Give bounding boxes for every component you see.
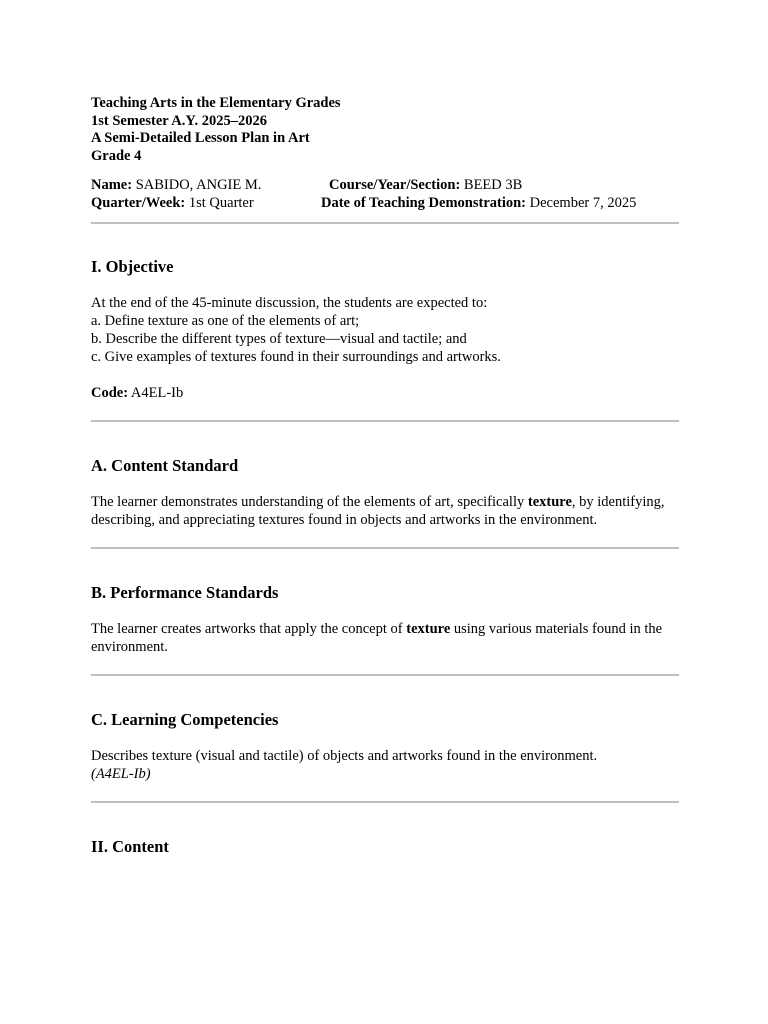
meta-row-2 <box>91 194 679 212</box>
performance-standards-title: B. Performance Standards <box>91 583 279 602</box>
objective-item-b: b. Describe the different types of texture—visual and tactile; and <box>91 331 467 347</box>
date-field <box>321 194 636 212</box>
quarter-field <box>91 194 254 212</box>
content-standard-title: A. Content Standard <box>91 456 239 475</box>
quarter-value: 1st Quarter <box>185 195 254 211</box>
objective-item-a: a. Define texture as one of the elements of art; <box>91 313 360 329</box>
learning-competencies-body <box>91 747 679 783</box>
meta-row-1 <box>91 176 679 194</box>
grade-line: Grade 4 <box>91 147 142 164</box>
objective-intro: At the end of the 45-minute discussion, the students are expected to: <box>91 295 488 311</box>
performance-standards-text-part: The learner creates artworks that apply the concept of <box>91 621 407 637</box>
divider <box>91 222 679 224</box>
divider <box>91 801 679 803</box>
lesson-plan-document <box>91 94 679 857</box>
course-title: Teaching Arts in the Elementary Grades <box>91 95 341 111</box>
name-label: Name: <box>91 177 133 193</box>
code-label: Code: <box>91 385 129 401</box>
plan-type-line: A Semi-Detailed Lesson Plan in Art <box>91 130 310 146</box>
name-value: SABIDO, ANGIE M. <box>132 177 262 193</box>
date-value: December 7, 2025 <box>526 195 637 211</box>
divider <box>91 547 679 549</box>
performance-standards-text <box>91 620 679 656</box>
semester-line: 1st Semester A.Y. 2025–2026 <box>91 112 268 129</box>
learning-competencies-text: Describes texture (visual and tactile) of objects and artworks found in the environment. <box>91 748 598 764</box>
content-standard-keyword: texture <box>527 494 572 510</box>
document-meta <box>91 176 679 212</box>
content-standard-text-part: , by identifying, describing, and appreciating textures found in objects and artworks in the environment. <box>91 494 665 528</box>
name-field <box>91 176 261 194</box>
content-title: II. Content <box>91 837 169 856</box>
quarter-label: Quarter/Week: <box>91 195 186 211</box>
performance-standards-text-part: using various materials found in the environment. <box>91 621 663 655</box>
learning-competencies-code: (A4EL-Ib) <box>91 766 151 782</box>
objective-body <box>91 294 679 366</box>
course-label: Course/Year/Section: <box>329 177 461 193</box>
content-standard-text-part: The learner demonstrates understanding of the elements of art, specifically <box>91 494 528 510</box>
divider <box>91 674 679 676</box>
objective-code <box>91 384 679 402</box>
performance-standards-keyword: texture <box>406 621 451 637</box>
document-header <box>91 94 679 164</box>
divider <box>91 420 679 422</box>
code-value: A4EL-Ib <box>128 385 184 401</box>
content-standard-text <box>91 493 679 529</box>
date-label: Date of Teaching Demonstration: <box>321 195 527 211</box>
objective-title: I. Objective <box>91 257 174 276</box>
course-value: BEED 3B <box>460 177 523 193</box>
objective-item-c: c. Give examples of textures found in their surroundings and artworks. <box>91 349 501 365</box>
learning-competencies-title: C. Learning Competencies <box>91 710 279 729</box>
course-field <box>329 176 522 194</box>
